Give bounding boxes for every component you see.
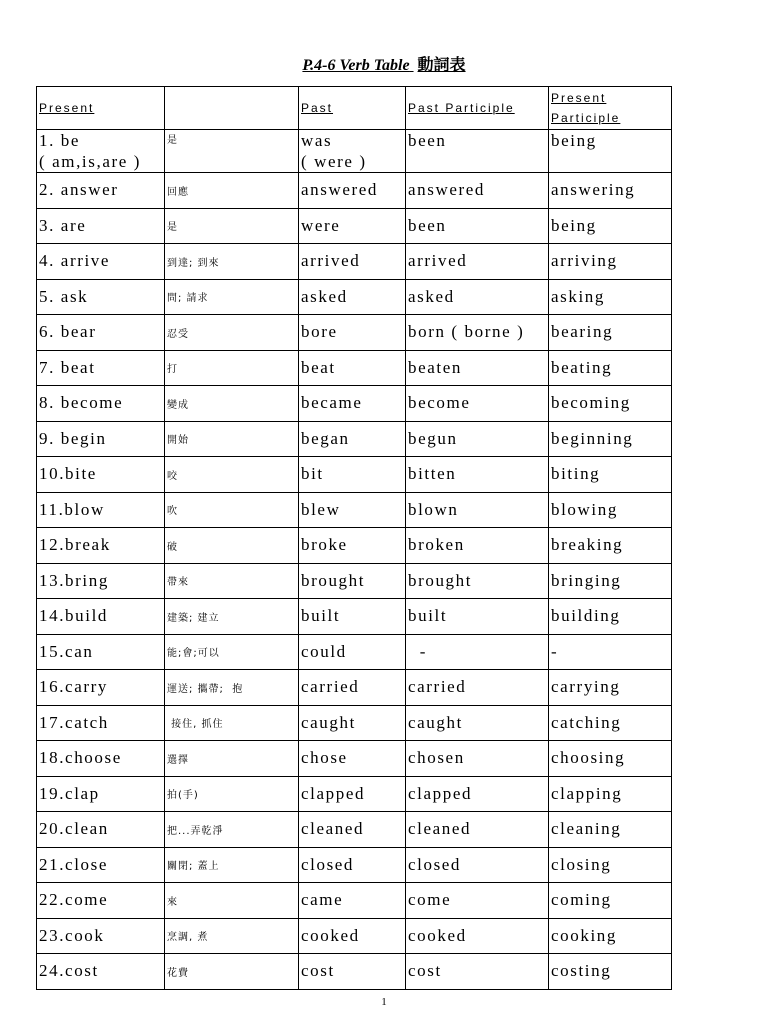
past-cell-text: carried — [301, 677, 360, 697]
table-row — [37, 528, 672, 564]
chinese-cell-text: 忍受 — [167, 328, 189, 340]
table-row — [37, 954, 672, 990]
present-cell — [37, 528, 165, 564]
present-cell — [37, 954, 165, 990]
past-cell — [299, 173, 406, 209]
chinese-cell — [165, 386, 299, 422]
chinese-cell-text: 選擇 — [167, 754, 189, 766]
present-cell-text: 13.bring — [39, 570, 109, 590]
past-cell-text: cost — [301, 961, 335, 981]
past-participle-cell-text: begun — [408, 428, 458, 448]
present-cell — [37, 173, 165, 209]
present-participle-cell — [549, 457, 672, 493]
present-cell — [37, 634, 165, 670]
verb-table-body — [37, 130, 672, 990]
present-participle-cell-text: biting — [551, 464, 601, 484]
past-cell-line2: ( were ) — [301, 152, 367, 171]
present-participle-cell — [549, 130, 672, 173]
present-cell-text: 8. become — [39, 393, 124, 413]
past-participle-cell-text: become — [408, 393, 471, 413]
present-participle-cell-text: arriving — [551, 251, 618, 271]
present-participle-cell-text: catching — [551, 712, 622, 732]
present-participle-cell — [549, 528, 672, 564]
chinese-cell-text: 來 — [167, 896, 178, 908]
past-cell-text: asked — [301, 286, 348, 306]
table-row — [37, 279, 672, 315]
present-participle-cell-text: - — [551, 641, 559, 661]
table-row — [37, 350, 672, 386]
past-participle-cell — [406, 279, 549, 315]
header-present-participle-line2: Participle — [551, 111, 621, 125]
past-cell — [299, 421, 406, 457]
chinese-cell — [165, 599, 299, 635]
present-cell — [37, 130, 165, 173]
header-present-participle — [549, 87, 672, 130]
past-participle-cell — [406, 634, 549, 670]
page-number: 1 — [381, 996, 387, 1008]
chinese-cell — [165, 705, 299, 741]
present-cell-text: 15.can — [39, 641, 94, 661]
past-cell-text: were — [301, 215, 341, 235]
past-participle-cell — [406, 563, 549, 599]
past-participle-cell-text: beaten — [408, 357, 462, 377]
past-participle-cell — [406, 918, 549, 954]
chinese-cell — [165, 457, 299, 493]
present-cell-text: 24.cost — [39, 961, 99, 981]
chinese-cell — [165, 492, 299, 528]
past-participle-cell — [406, 741, 549, 777]
present-participle-cell-text: carrying — [551, 677, 621, 697]
table-row — [37, 130, 672, 173]
present-cell-text: 7. beat — [39, 357, 96, 377]
chinese-cell — [165, 918, 299, 954]
page-title — [0, 52, 768, 75]
chinese-cell-text: 是 — [167, 222, 178, 234]
past-cell-text: caught — [301, 712, 356, 732]
present-cell — [37, 812, 165, 848]
chinese-cell-text: 拍(手) — [167, 790, 199, 802]
present-cell — [37, 386, 165, 422]
past-cell — [299, 918, 406, 954]
table-row — [37, 457, 672, 493]
present-cell-text: 11.blow — [39, 499, 105, 519]
chinese-cell — [165, 563, 299, 599]
chinese-cell-text: 運送; 攜帶; 抱 — [167, 683, 244, 695]
past-cell — [299, 776, 406, 812]
table-row — [37, 315, 672, 351]
table-row — [37, 776, 672, 812]
chinese-cell — [165, 130, 299, 173]
past-participle-cell-text: built — [408, 606, 448, 626]
present-cell — [37, 670, 165, 706]
past-participle-cell-text: cooked — [408, 925, 467, 945]
past-cell — [299, 315, 406, 351]
past-participle-cell — [406, 315, 549, 351]
past-cell-text: chose — [301, 748, 348, 768]
table-row — [37, 492, 672, 528]
chinese-cell-text: 關閉; 蓋上 — [167, 861, 220, 873]
present-participle-cell-text: cooking — [551, 925, 617, 945]
present-cell — [37, 457, 165, 493]
past-participle-cell-text: born ( borne ) — [408, 322, 525, 342]
past-participle-cell — [406, 244, 549, 280]
present-cell-text: 1. be — [39, 131, 81, 150]
past-participle-cell-text: been — [408, 215, 447, 235]
present-cell-text: 4. arrive — [39, 251, 111, 271]
chinese-cell-text: 建築; 建立 — [167, 612, 220, 624]
past-cell — [299, 670, 406, 706]
present-participle-cell — [549, 350, 672, 386]
chinese-cell-text: 到達; 到來 — [167, 257, 220, 269]
present-cell — [37, 776, 165, 812]
present-participle-cell-text: bearing — [551, 322, 614, 342]
past-cell-text: broke — [301, 535, 348, 555]
header-present-participle-line1: Present — [551, 91, 607, 105]
present-participle-cell — [549, 173, 672, 209]
chinese-cell — [165, 279, 299, 315]
present-participle-cell-text: blowing — [551, 499, 618, 519]
present-cell — [37, 847, 165, 883]
title-chinese: 動詞表 — [417, 55, 466, 74]
present-cell — [37, 883, 165, 919]
present-cell — [37, 421, 165, 457]
present-participle-cell — [549, 492, 672, 528]
present-cell-text: 17.catch — [39, 712, 109, 732]
present-cell-text: 9. begin — [39, 428, 107, 448]
chinese-cell-text: 咬 — [167, 470, 178, 482]
past-participle-cell — [406, 528, 549, 564]
table-row — [37, 741, 672, 777]
past-participle-cell — [406, 670, 549, 706]
present-cell — [37, 279, 165, 315]
past-participle-cell-text: clapped — [408, 783, 473, 803]
past-cell-text: brought — [301, 570, 366, 590]
chinese-cell — [165, 350, 299, 386]
table-row — [37, 208, 672, 244]
past-participle-cell — [406, 421, 549, 457]
past-cell — [299, 954, 406, 990]
present-participle-cell-text: choosing — [551, 748, 626, 768]
present-participle-cell-text: coming — [551, 890, 612, 910]
present-participle-cell-text: cleaning — [551, 819, 622, 839]
past-cell — [299, 634, 406, 670]
past-cell-text: bit — [301, 464, 324, 484]
present-participle-cell — [549, 705, 672, 741]
header-past: Past — [299, 87, 406, 130]
present-participle-cell-text: building — [551, 606, 621, 626]
present-cell-text: 3. are — [39, 215, 87, 235]
past-cell-text: answered — [301, 180, 378, 200]
chinese-cell-text: 接住, 抓住 — [167, 719, 224, 731]
past-cell — [299, 130, 406, 173]
present-participle-cell — [549, 386, 672, 422]
past-cell — [299, 741, 406, 777]
present-cell-text: 19.clap — [39, 783, 100, 803]
past-cell — [299, 244, 406, 280]
present-participle-cell — [549, 244, 672, 280]
header-chinese — [165, 87, 299, 130]
past-cell — [299, 883, 406, 919]
table-row — [37, 918, 672, 954]
past-participle-cell — [406, 208, 549, 244]
header-row — [37, 87, 672, 130]
past-participle-cell-text: come — [408, 890, 452, 910]
present-participle-cell-text: being — [551, 215, 597, 235]
chinese-cell-text: 能;會;可以 — [167, 648, 220, 660]
past-cell-text: became — [301, 393, 363, 413]
past-participle-cell — [406, 883, 549, 919]
chinese-cell — [165, 776, 299, 812]
present-cell-text: 22.come — [39, 890, 109, 910]
chinese-cell-text: 回應 — [167, 186, 189, 198]
past-cell-text: built — [301, 606, 341, 626]
table-row — [37, 244, 672, 280]
chinese-cell — [165, 208, 299, 244]
chinese-cell-text: 把...弄乾淨 — [167, 825, 224, 837]
present-cell-text: 16.carry — [39, 677, 108, 697]
present-participle-cell-text: asking — [551, 286, 605, 306]
present-cell-text: 20.clean — [39, 819, 109, 839]
past-participle-cell — [406, 386, 549, 422]
past-participle-cell-text: - — [408, 641, 427, 661]
past-cell-text: came — [301, 890, 344, 910]
chinese-cell-text: 烹調, 煮 — [167, 932, 209, 944]
past-cell — [299, 847, 406, 883]
verb-table — [36, 86, 672, 990]
past-participle-cell — [406, 599, 549, 635]
past-cell-text: was — [301, 131, 333, 150]
past-participle-cell-text: caught — [408, 712, 463, 732]
title-text: P.4-6 Verb Table — [302, 57, 410, 74]
chinese-cell — [165, 315, 299, 351]
past-participle-cell-text: asked — [408, 286, 455, 306]
present-cell — [37, 350, 165, 386]
past-cell-text: arrived — [301, 251, 361, 271]
past-cell — [299, 208, 406, 244]
present-cell-text: 23.cook — [39, 925, 105, 945]
present-participle-cell-text: answering — [551, 180, 636, 200]
present-participle-cell — [549, 954, 672, 990]
present-participle-cell-text: being — [551, 131, 597, 150]
chinese-cell — [165, 244, 299, 280]
chinese-cell-text: 是 — [167, 135, 178, 146]
past-cell — [299, 386, 406, 422]
past-cell — [299, 457, 406, 493]
present-participle-cell — [549, 315, 672, 351]
present-cell-text: 10.bite — [39, 464, 97, 484]
chinese-cell — [165, 954, 299, 990]
present-cell-line2: ( am,is,are ) — [39, 152, 141, 171]
present-cell — [37, 705, 165, 741]
table-row — [37, 670, 672, 706]
present-cell — [37, 563, 165, 599]
past-participle-cell — [406, 173, 549, 209]
past-participle-cell-text: brought — [408, 570, 473, 590]
chinese-cell — [165, 847, 299, 883]
present-cell-text: 2. answer — [39, 180, 119, 200]
table-row — [37, 386, 672, 422]
past-participle-cell — [406, 847, 549, 883]
past-participle-cell-text: carried — [408, 677, 467, 697]
table-row — [37, 599, 672, 635]
present-participle-cell-text: bringing — [551, 570, 622, 590]
past-cell — [299, 563, 406, 599]
table-row — [37, 812, 672, 848]
present-participle-cell — [549, 918, 672, 954]
chinese-cell-text: 變成 — [167, 399, 189, 411]
table-row — [37, 173, 672, 209]
past-participle-cell-text: arrived — [408, 251, 468, 271]
table-row — [37, 563, 672, 599]
table-row — [37, 634, 672, 670]
past-participle-cell — [406, 776, 549, 812]
present-cell — [37, 492, 165, 528]
chinese-cell-text: 吹 — [167, 506, 178, 518]
past-participle-cell-text: cost — [408, 961, 442, 981]
present-participle-cell — [549, 599, 672, 635]
present-participle-cell-text: beginning — [551, 428, 634, 448]
past-cell-text: could — [301, 641, 347, 661]
chinese-cell-text: 花費 — [167, 967, 189, 979]
present-cell-text: 5. ask — [39, 286, 89, 306]
chinese-cell-text: 破 — [167, 541, 178, 553]
present-participle-cell — [549, 776, 672, 812]
past-participle-cell — [406, 350, 549, 386]
chinese-cell — [165, 741, 299, 777]
past-participle-cell-text: blown — [408, 499, 459, 519]
past-cell-text: bore — [301, 322, 338, 342]
present-cell-text: 12.break — [39, 535, 111, 555]
past-participle-cell — [406, 130, 549, 173]
present-cell-text: 6. bear — [39, 322, 97, 342]
chinese-cell-text: 帶來 — [167, 577, 189, 589]
past-participle-cell — [406, 492, 549, 528]
present-participle-cell-text: beating — [551, 357, 613, 377]
present-cell — [37, 918, 165, 954]
chinese-cell-text: 打 — [167, 364, 178, 376]
past-cell — [299, 812, 406, 848]
present-participle-cell-text: costing — [551, 961, 612, 981]
table-row — [37, 847, 672, 883]
past-cell-text: clapped — [301, 783, 366, 803]
chinese-cell — [165, 634, 299, 670]
present-participle-cell-text: breaking — [551, 535, 624, 555]
present-participle-cell — [549, 634, 672, 670]
past-cell-text: began — [301, 428, 350, 448]
present-cell-text: 14.build — [39, 606, 108, 626]
header-past-participle: Past Participle — [406, 87, 549, 130]
chinese-cell-text: 開始 — [167, 435, 189, 447]
present-cell — [37, 315, 165, 351]
present-cell — [37, 208, 165, 244]
chinese-cell — [165, 670, 299, 706]
present-participle-cell — [549, 670, 672, 706]
past-participle-cell-text: chosen — [408, 748, 465, 768]
past-participle-cell — [406, 705, 549, 741]
header-present: Present — [37, 87, 165, 130]
past-participle-cell-text: cleaned — [408, 819, 472, 839]
present-participle-cell — [549, 421, 672, 457]
past-participle-cell-text: been — [408, 131, 447, 150]
present-cell — [37, 244, 165, 280]
present-participle-cell-text: closing — [551, 854, 612, 874]
past-cell-text: cleaned — [301, 819, 365, 839]
present-participle-cell — [549, 741, 672, 777]
chinese-cell — [165, 528, 299, 564]
present-participle-cell — [549, 812, 672, 848]
past-cell — [299, 528, 406, 564]
chinese-cell — [165, 812, 299, 848]
present-cell — [37, 599, 165, 635]
present-participle-cell — [549, 279, 672, 315]
present-participle-cell — [549, 883, 672, 919]
past-cell-text: cooked — [301, 925, 360, 945]
past-cell-text: closed — [301, 854, 355, 874]
past-cell — [299, 705, 406, 741]
past-cell-text: blew — [301, 499, 341, 519]
chinese-cell — [165, 173, 299, 209]
present-participle-cell — [549, 847, 672, 883]
present-cell — [37, 741, 165, 777]
past-participle-cell — [406, 954, 549, 990]
chinese-cell — [165, 421, 299, 457]
present-participle-cell — [549, 208, 672, 244]
past-participle-cell-text: broken — [408, 535, 465, 555]
present-participle-cell — [549, 563, 672, 599]
present-participle-cell-text: becoming — [551, 393, 631, 413]
past-cell — [299, 492, 406, 528]
past-cell — [299, 279, 406, 315]
past-cell-text: beat — [301, 357, 336, 377]
past-participle-cell-text: answered — [408, 180, 485, 200]
present-cell-text: 21.close — [39, 854, 108, 874]
past-participle-cell — [406, 457, 549, 493]
past-participle-cell — [406, 812, 549, 848]
table-row — [37, 421, 672, 457]
table-row — [37, 883, 672, 919]
past-cell — [299, 350, 406, 386]
chinese-cell — [165, 883, 299, 919]
chinese-cell-text: 問; 請求 — [167, 293, 209, 305]
present-participle-cell-text: clapping — [551, 783, 623, 803]
present-cell-text: 18.choose — [39, 748, 122, 768]
table-row — [37, 705, 672, 741]
past-cell — [299, 599, 406, 635]
past-participle-cell-text: closed — [408, 854, 462, 874]
past-participle-cell-text: bitten — [408, 464, 457, 484]
